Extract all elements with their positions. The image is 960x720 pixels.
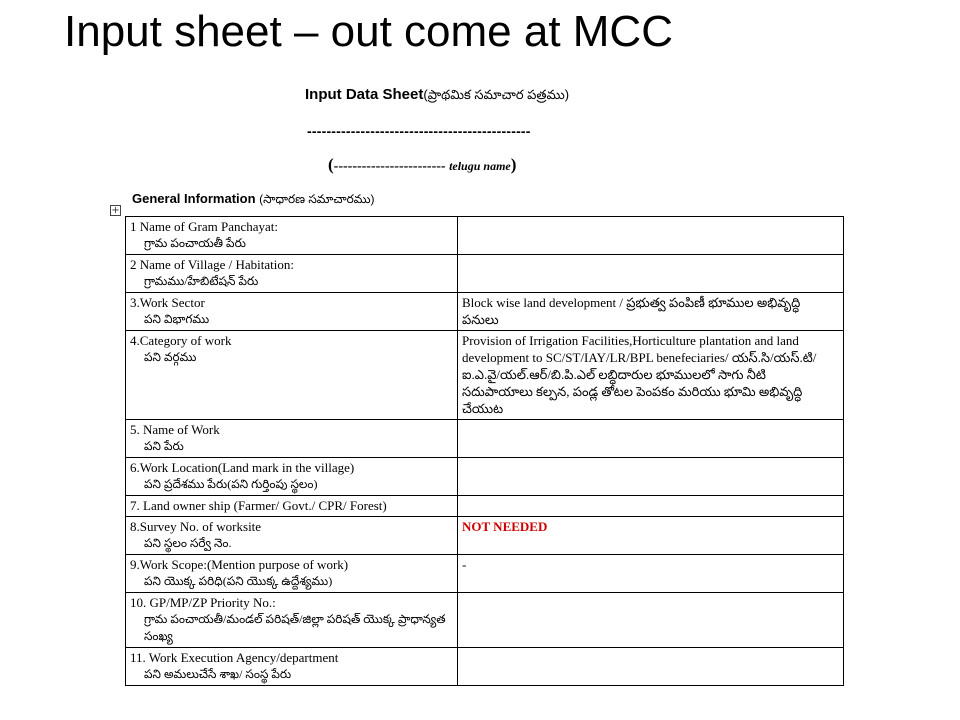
field-value: Provision of Irrigation Facilities,Horticulture plantation and land development to SC/ST/IAY/LR/BPL benefeciaries/ యస్.సి/యస్.టి/ఐ.ఎ.వై/యల్.ఆర్/బి.పి.ఎల్ లబ్ధిదారుల భూములలో సాగు నీటి సదుపాయాలు కల్పన, పండ్ల తోటల పెంపకం మరియు భూమి అభివృద్ధి చేయుట — [462, 333, 817, 416]
label-cell — [126, 293, 458, 331]
table-row — [126, 255, 844, 293]
label-cell — [126, 331, 458, 420]
value-cell[interactable] — [458, 293, 844, 331]
telugu-name-open-paren: ( — [328, 155, 334, 174]
field-label: 1 Name of Gram Panchayat: — [130, 219, 279, 234]
section-heading — [132, 191, 375, 209]
field-label-telugu: పని స్థలం సర్వే నెం. — [144, 536, 232, 550]
label-cell — [126, 517, 458, 555]
table-move-handle-icon[interactable]: + — [111, 205, 120, 216]
label-cell — [126, 648, 458, 686]
table-row — [126, 331, 844, 420]
label-cell — [126, 496, 458, 517]
label-cell — [126, 217, 458, 255]
table-row — [126, 496, 844, 517]
table-row — [126, 648, 844, 686]
field-label-telugu: పని విభాగము — [144, 312, 210, 326]
field-label-telugu: పని పేరు — [144, 439, 184, 453]
field-label-telugu: గ్రామము/హేబిటేషన్ పేరు — [144, 274, 259, 288]
value-cell[interactable] — [458, 331, 844, 420]
table-row — [126, 293, 844, 331]
doc-title-telugu: (ప్రాథమిక సమాచార పత్రము) — [423, 87, 570, 102]
field-label: 7. Land owner ship (Farmer/ Govt./ CPR/ Forest) — [130, 498, 387, 513]
table-row — [126, 517, 844, 555]
label-cell — [126, 593, 458, 648]
label-cell — [126, 255, 458, 293]
value-cell[interactable] — [458, 496, 844, 517]
value-cell[interactable] — [458, 458, 844, 496]
not-needed-value: NOT NEEDED — [462, 519, 548, 534]
value-cell[interactable] — [458, 555, 844, 593]
table-row — [126, 458, 844, 496]
table-row — [126, 593, 844, 648]
field-label: 4.Category of work — [130, 333, 232, 348]
field-label: 2 Name of Village / Habitation: — [130, 257, 294, 272]
value-cell[interactable] — [458, 255, 844, 293]
value-cell[interactable] — [458, 420, 844, 458]
table-row — [126, 420, 844, 458]
section-heading-telugu: (సాధారణ సమాచారము) — [259, 192, 375, 206]
field-label: 10. GP/MP/ZP Priority No.: — [130, 595, 276, 610]
telugu-name-close-paren: ) — [510, 155, 517, 174]
field-label: 6.Work Location(Land mark in the village) — [130, 460, 355, 475]
section-heading-english: General Information — [132, 191, 256, 206]
field-label-telugu: గ్రామ పంచాయతీ/మండల్ పరిషత్/జిల్లా పరిషత్ యొక్క ప్రాధాన్యత సంఖ్య — [144, 612, 446, 643]
field-label: 8.Survey No. of worksite — [130, 519, 262, 534]
title-blank-line: ---------------------------------------------- — [307, 123, 531, 139]
field-label: 3.Work Sector — [130, 295, 205, 310]
field-label-telugu: పని అమలుచేసే శాఖ/ సంస్థ పేరు — [144, 667, 292, 681]
field-label-telugu: గ్రామ పంచాయతీ పేరు — [144, 236, 246, 250]
telugu-name-line — [328, 155, 516, 175]
value-cell[interactable] — [458, 217, 844, 255]
field-label: 11. Work Execution Agency/department — [130, 650, 339, 665]
field-value: - — [462, 557, 467, 572]
value-cell[interactable] — [458, 648, 844, 686]
field-label-telugu: పని యొక్క పరిధి(పని యొక్క ఉద్దేశ్యము) — [144, 574, 333, 588]
field-label: 9.Work Scope:(Mention purpose of work) — [130, 557, 349, 572]
doc-title — [305, 86, 569, 106]
value-cell[interactable] — [458, 593, 844, 648]
telugu-name-label: telugu name — [449, 159, 511, 173]
table-row — [126, 555, 844, 593]
value-cell[interactable] — [458, 517, 844, 555]
field-label: 5. Name of Work — [130, 422, 220, 437]
field-label-telugu: పని ప్రదేశము పేరు(పని గుర్తింపు స్థలం) — [144, 477, 318, 491]
doc-title-english: Input Data Sheet — [305, 86, 424, 103]
label-cell — [126, 555, 458, 593]
field-value: Block wise land development / ప్రభుత్వ పంపిణీ భూముల అభివృద్ధి పనులు — [462, 295, 801, 327]
table-row — [126, 217, 844, 255]
field-label-telugu: పని వర్గము — [144, 350, 197, 364]
telugu-name-blank: ------------------------ — [333, 159, 446, 174]
label-cell — [126, 420, 458, 458]
slide-title: Input sheet – out come at MCC — [64, 7, 673, 56]
label-cell — [126, 458, 458, 496]
general-info-table — [125, 216, 844, 686]
